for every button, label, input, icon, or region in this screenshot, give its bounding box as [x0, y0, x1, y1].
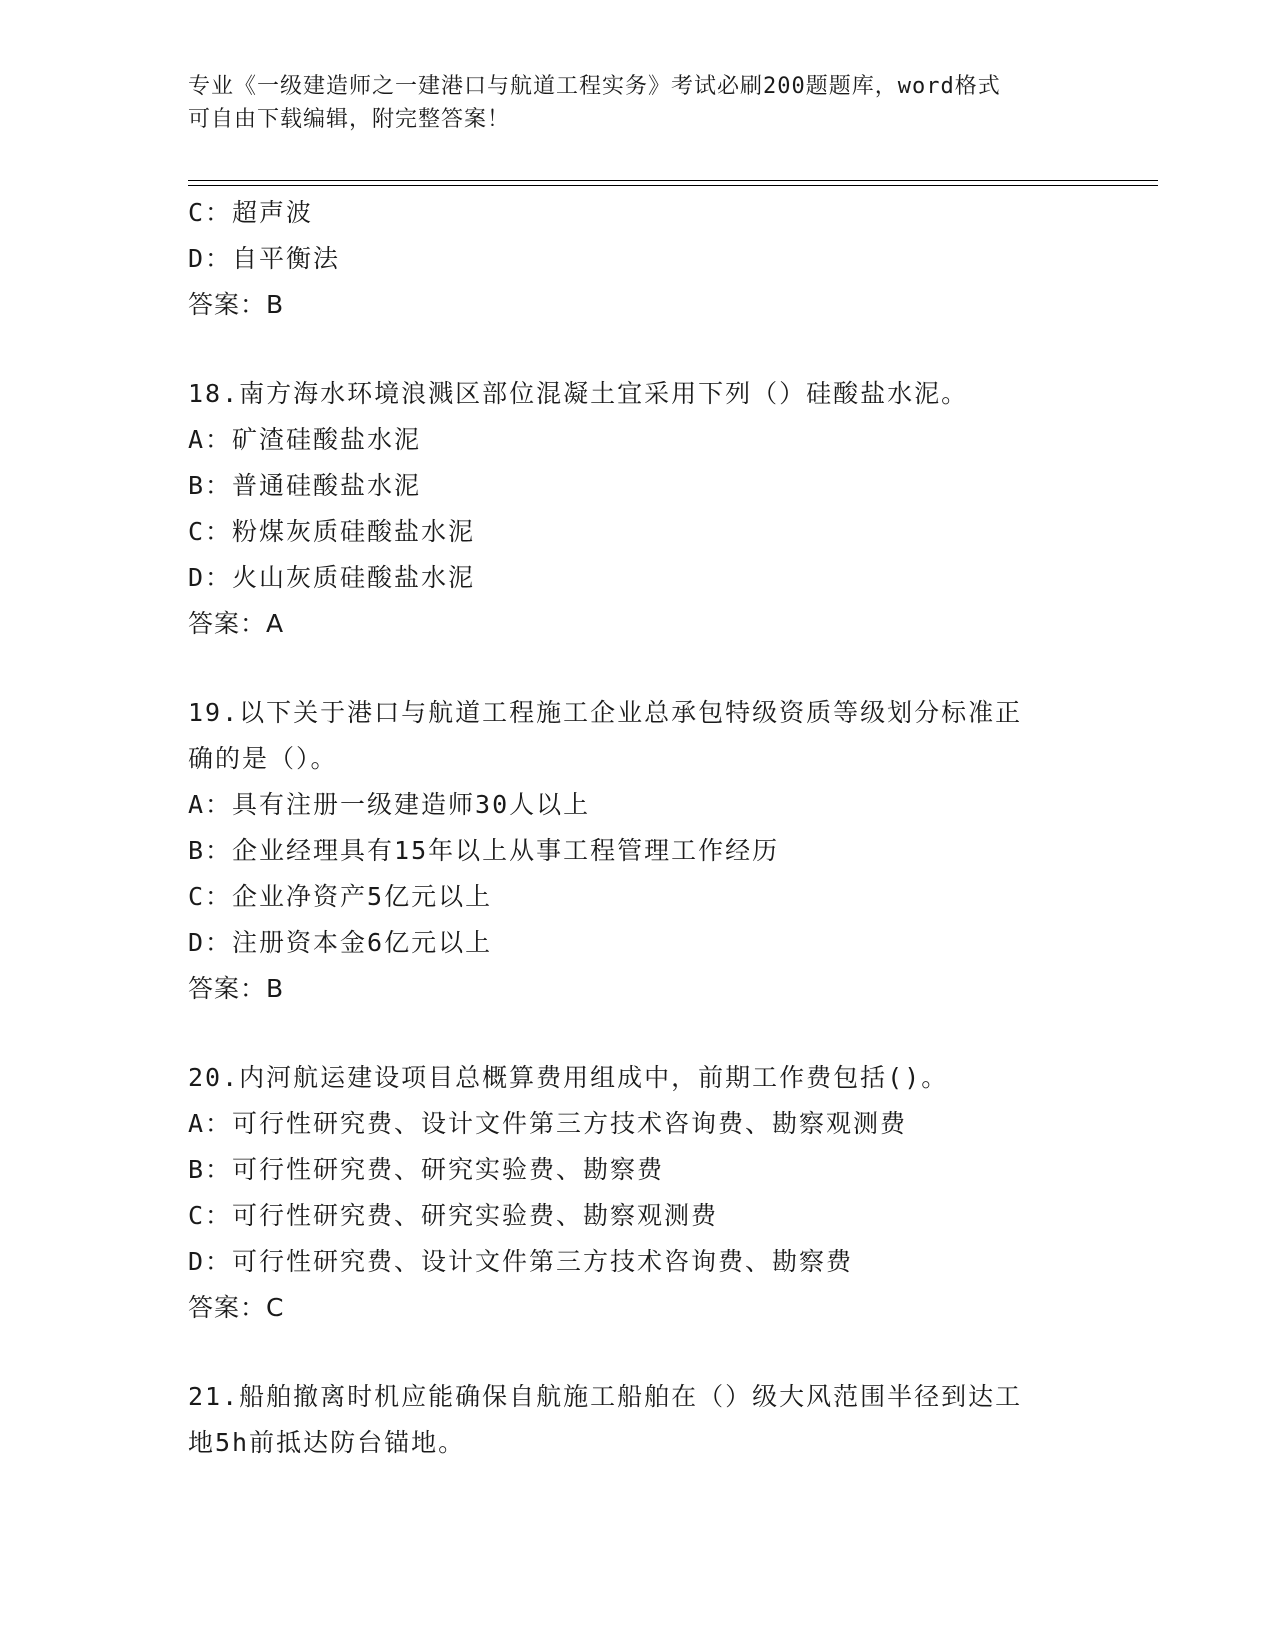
answer: 答案：C: [188, 1293, 285, 1322]
question-stem-line-2: 确的是（）。: [188, 744, 338, 773]
header-line-1: 专业《一级建造师之一建港口与航道工程实务》考试必刷200题题库，word格式: [188, 74, 1001, 99]
option-d: D：注册资本金6亿元以上: [188, 928, 493, 957]
question-list: [188, 190, 1088, 1466]
option-c: C：超声波: [188, 198, 314, 227]
question-stem-line-2: 地5h前抵达防台锚地。: [188, 1428, 466, 1457]
option-c: C：粉煤灰质硅酸盐水泥: [188, 517, 476, 546]
question-stem: 18.南方海水环境浪溅区部位混凝土宜采用下列（）硅酸盐水泥。: [188, 379, 969, 408]
spacer: [188, 328, 1088, 371]
option-b: B：可行性研究费、研究实验费、勘察费: [188, 1155, 665, 1184]
header-line-2: 可自由下载编辑，附完整答案！: [188, 107, 511, 132]
question-stem-line-1: 19.以下关于港口与航道工程施工企业总承包特级资质等级划分标准正: [188, 698, 1023, 727]
option-c: C：可行性研究费、研究实验费、勘察观测费: [188, 1201, 719, 1230]
option-a: A：具有注册一级建造师30人以上: [188, 790, 591, 819]
question-stem: 20.内河航运建设项目总概算费用组成中，前期工作费包括()。: [188, 1063, 949, 1092]
question-17: [188, 190, 1088, 328]
question-19: [188, 690, 1088, 1012]
option-d: D：火山灰质硅酸盐水泥: [188, 563, 476, 592]
header-divider-top: [188, 180, 1158, 181]
option-d: D：自平衡法: [188, 244, 341, 273]
answer: 答案：B: [188, 290, 285, 319]
answer: 答案：B: [188, 974, 285, 1003]
spacer: [188, 1012, 1088, 1055]
spacer: [188, 647, 1088, 690]
option-c: C：企业净资产5亿元以上: [188, 882, 493, 911]
option-a: A：矿渣硅酸盐水泥: [188, 425, 422, 454]
question-20: [188, 1055, 1088, 1331]
answer: 答案：A: [188, 609, 285, 638]
header-divider-bottom: [188, 185, 1158, 186]
option-d: D：可行性研究费、设计文件第三方技术咨询费、勘察费: [188, 1247, 854, 1276]
question-21: [188, 1374, 1088, 1466]
document-header: [188, 70, 1088, 136]
question-18: [188, 371, 1088, 647]
option-a: A：可行性研究费、设计文件第三方技术咨询费、勘察观测费: [188, 1109, 908, 1138]
option-b: B：企业经理具有15年以上从事工程管理工作经历: [188, 836, 780, 865]
question-stem-line-1: 21.船舶撤离时机应能确保自航施工船舶在（）级大风范围半径到达工: [188, 1382, 1023, 1411]
option-b: B：普通硅酸盐水泥: [188, 471, 422, 500]
spacer: [188, 1331, 1088, 1374]
